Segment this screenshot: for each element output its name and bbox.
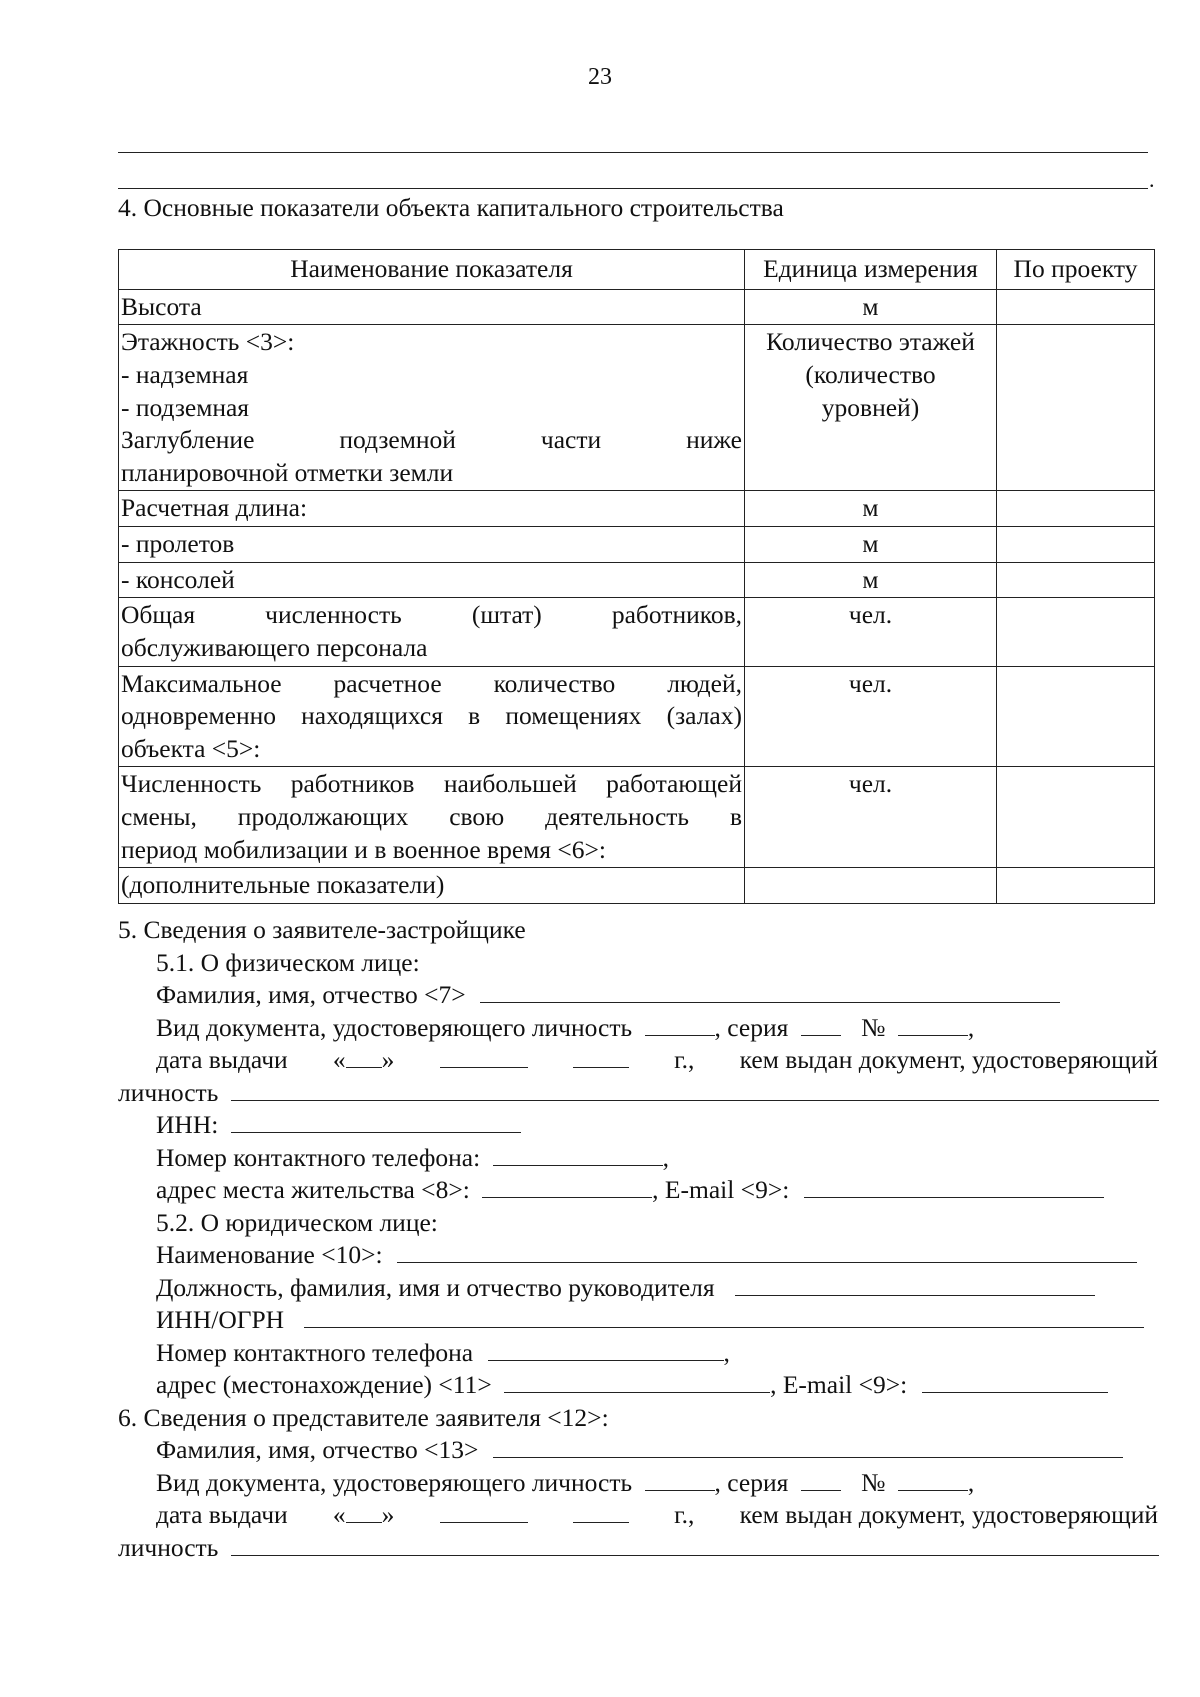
inn-ogrn-label: ИНН/ОГРН [156, 1305, 285, 1334]
row-unit-line: уровней) [821, 392, 920, 422]
row-value-cell[interactable] [997, 562, 1155, 598]
org-name-input[interactable] [397, 1240, 1137, 1263]
rep-issued-by-label: кем выдан документ, удостоверяющий [739, 1500, 1158, 1529]
issue-date-row [118, 1044, 1158, 1077]
blank-line[interactable] [118, 152, 1148, 153]
row-unit-line: (количество [805, 359, 936, 389]
series-input[interactable] [801, 1013, 841, 1036]
inn-input[interactable] [231, 1110, 521, 1133]
row-value-cell[interactable] [997, 868, 1155, 904]
rep-year-label: г., [674, 1500, 695, 1529]
rep-issue-year-input[interactable] [573, 1500, 629, 1523]
row-name [119, 325, 745, 491]
org-name-label: Наименование <10>: [156, 1240, 383, 1269]
row-unit: чел. [745, 598, 997, 666]
rep-issue-month-input[interactable] [440, 1500, 528, 1523]
year-label: г., [674, 1045, 695, 1074]
row-value-cell[interactable] [997, 491, 1155, 527]
row-name-line: планировочной отметки земли [121, 457, 454, 487]
number-input[interactable] [898, 1013, 968, 1036]
row-name [119, 598, 745, 666]
number-label: № [861, 1012, 886, 1042]
row-unit: м [745, 491, 997, 527]
rep-number-input[interactable] [898, 1468, 968, 1491]
quote-close: » [381, 1045, 395, 1074]
row-unit: чел. [745, 666, 997, 767]
row-name-line: - надземная [121, 359, 249, 389]
email-label: , E-mail <9>: [652, 1175, 790, 1204]
org-address-row [118, 1369, 1158, 1402]
row-unit-line: Количество этажей [766, 327, 975, 357]
row-value-cell[interactable] [997, 325, 1155, 491]
org-phone-label: Номер контактного телефона [156, 1337, 474, 1367]
fio-label: Фамилия, имя, отчество <7> [156, 980, 466, 1009]
org-address-label: адрес (местонахождение) <11> [156, 1370, 492, 1399]
row-value-cell[interactable] [997, 289, 1155, 325]
id-document-row [118, 1012, 1158, 1045]
rep-fio-input[interactable] [493, 1435, 1123, 1458]
table-row [119, 598, 1155, 666]
row-unit [745, 325, 997, 491]
row-name [119, 666, 745, 767]
row-value-cell[interactable] [997, 767, 1155, 868]
series-label: , серия [714, 1012, 789, 1042]
doc-type-input[interactable] [645, 1013, 715, 1036]
period-mark: . [1149, 167, 1155, 192]
rep-series-input[interactable] [801, 1468, 841, 1491]
inn-ogrn-row [118, 1304, 1158, 1337]
row-value-cell[interactable] [997, 598, 1155, 666]
org-email-input[interactable] [922, 1370, 1108, 1393]
section-6-title: 6. Сведения о представителе заявителя <12>: [118, 1402, 609, 1432]
comma: , [967, 1467, 975, 1497]
rep-identity-label: личность [118, 1532, 219, 1562]
rep-doc-type-input[interactable] [645, 1468, 715, 1491]
header-by-project: По проекту [997, 250, 1155, 290]
rep-issue-date-row [118, 1499, 1158, 1532]
table-row [119, 491, 1155, 527]
header-unit: Единица измерения [745, 250, 997, 290]
row-unit: чел. [745, 767, 997, 868]
section-4-title: 4. Основные показатели объекта капитального строительства [118, 193, 784, 222]
org-address-input[interactable] [504, 1370, 770, 1393]
table-row [119, 868, 1155, 904]
row-name-line: Этажность <3>: [121, 327, 295, 357]
row-name: - пролетов [119, 527, 745, 563]
section-5-2-title: 5.2. О юридическом лице: [156, 1207, 438, 1237]
inn-label: ИНН: [156, 1110, 219, 1139]
issue-date-label: дата выдачи [156, 1045, 288, 1074]
inn-row [118, 1109, 1158, 1142]
address-row [118, 1174, 1158, 1207]
org-phone-input[interactable] [488, 1338, 724, 1361]
issue-month-input[interactable] [440, 1045, 528, 1068]
rep-issue-day-input[interactable] [346, 1500, 382, 1523]
row-name-line: одновременно находящихся в помещениях (залах) [121, 701, 742, 731]
comma: , [967, 1012, 975, 1042]
head-label: Должность, фамилия, имя и отчество руководителя [156, 1272, 715, 1302]
rep-id-document-row [118, 1467, 1158, 1500]
rep-fio-label: Фамилия, имя, отчество <13> [156, 1435, 479, 1464]
rep-fio-row [118, 1434, 1158, 1467]
row-name: - консолей [119, 562, 745, 598]
phone-row [118, 1142, 1158, 1175]
identity-label: личность [118, 1077, 219, 1107]
phone-input[interactable] [493, 1143, 663, 1166]
fio-input[interactable] [480, 980, 1060, 1003]
header-indicator-name: Наименование показателя [119, 250, 745, 290]
indicators-table [118, 249, 1155, 904]
fio-row [118, 979, 1158, 1012]
table-row [119, 666, 1155, 767]
row-name-line: Максимальное расчетное количество людей, [121, 668, 742, 698]
inn-ogrn-input[interactable] [304, 1305, 1144, 1328]
rep-series-label: , серия [714, 1467, 789, 1497]
row-name-line: смены, продолжающих свою деятельность в [121, 802, 742, 831]
issued-by-label: кем выдан документ, удостоверяющий [739, 1045, 1158, 1074]
rep-number-label: № [861, 1467, 886, 1497]
rep-doc-type-label: Вид документа, удостоверяющего личность [156, 1467, 633, 1497]
row-value-cell[interactable] [997, 527, 1155, 563]
row-unit: м [745, 289, 997, 325]
row-unit: м [745, 562, 997, 598]
applicant-section [118, 914, 1158, 1564]
row-name-line: - подземная [121, 392, 250, 422]
org-email-label: , E-mail <9>: [770, 1370, 908, 1399]
row-name [119, 767, 745, 868]
rep-issue-date-label: дата выдачи [156, 1500, 288, 1529]
row-unit: м [745, 527, 997, 563]
rep-identity-issuer-input[interactable] [231, 1533, 1159, 1556]
doc-type-label: Вид документа, удостоверяющего личность [156, 1012, 633, 1042]
table-header-row [119, 250, 1155, 290]
section-5-1-title: 5.1. О физическом лице: [156, 947, 420, 977]
row-unit-cell[interactable] [745, 868, 997, 904]
row-value-cell[interactable] [997, 666, 1155, 767]
comma: , [723, 1337, 730, 1367]
quote-open: « [332, 1500, 346, 1529]
row-name-line: Общая численность (штат) работников, [121, 600, 742, 630]
blank-line[interactable] [118, 188, 1148, 189]
rep-identity-row [118, 1532, 1158, 1565]
issue-year-input[interactable] [573, 1045, 629, 1068]
head-row [118, 1272, 1158, 1305]
row-name-line: объекта <5>: [121, 733, 261, 763]
quote-close: » [381, 1500, 395, 1529]
address-input[interactable] [482, 1175, 652, 1198]
email-input[interactable] [804, 1175, 1104, 1198]
row-name-line: обслуживающего персонала [121, 632, 428, 662]
comma: , [662, 1142, 669, 1172]
row-name-line: Заглубление подземной части ниже [121, 425, 742, 455]
table-row [119, 325, 1155, 491]
phone-label: Номер контактного телефона: [156, 1142, 481, 1172]
row-name: Высота [119, 289, 745, 325]
identity-row [118, 1077, 1158, 1110]
rep-issue-date-day [333, 1499, 395, 1532]
org-name-row [118, 1239, 1158, 1272]
row-name-line: период мобилизации и в военное время <6>: [121, 834, 606, 864]
issue-day-input[interactable] [346, 1045, 382, 1068]
address-label: адрес места жительства <8>: [156, 1175, 470, 1204]
head-input[interactable] [735, 1273, 1095, 1296]
org-phone-row [118, 1337, 1158, 1370]
page-number: 23 [588, 64, 612, 90]
section-5-title: 5. Сведения о заявителе-застройщике [118, 915, 526, 944]
identity-issuer-input[interactable] [231, 1078, 1159, 1101]
row-name: Расчетная длина: [119, 491, 745, 527]
table-row [119, 562, 1155, 598]
issue-date-day [333, 1044, 395, 1077]
table-row [119, 289, 1155, 325]
row-name-line: Численность работников наибольшей работающей [121, 769, 742, 799]
table-row [119, 527, 1155, 563]
quote-open: « [332, 1045, 346, 1074]
row-name: (дополнительные показатели) [119, 868, 745, 904]
table-row [119, 767, 1155, 868]
